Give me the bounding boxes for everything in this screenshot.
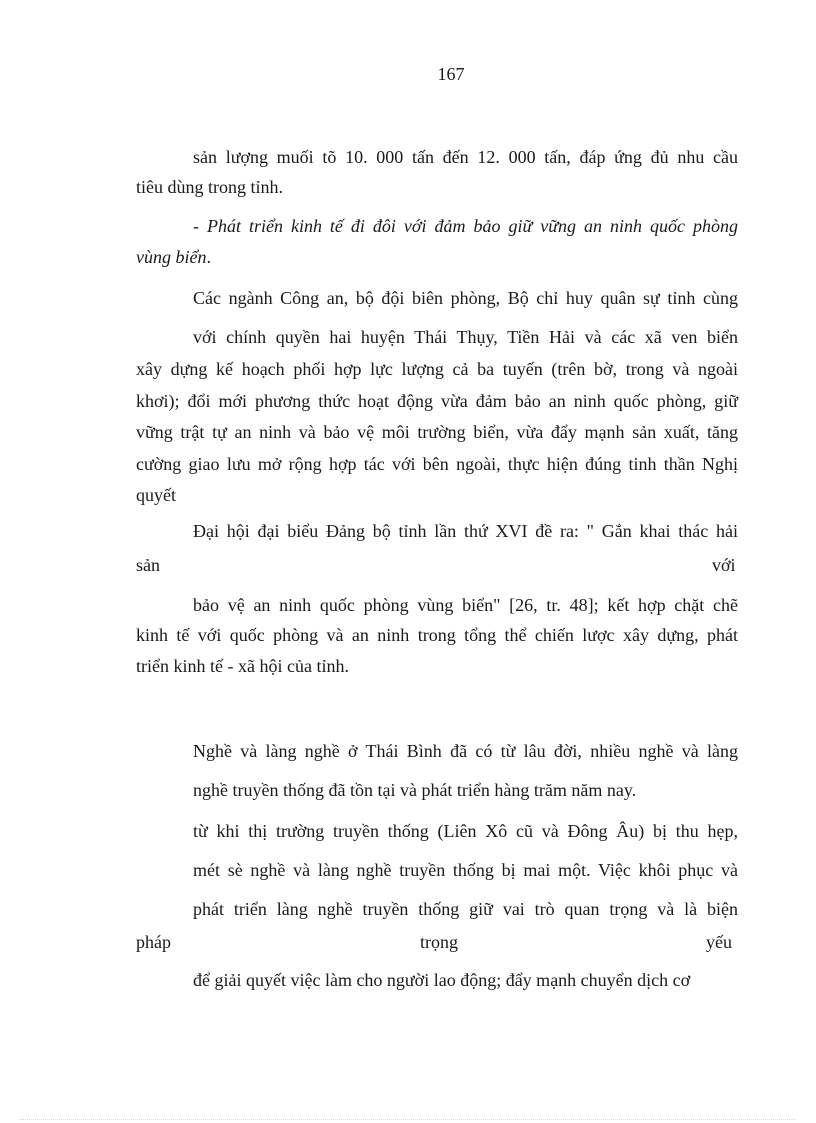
text-word: yếu bbox=[706, 932, 732, 952]
text-line: tiêu dùng trong tỉnh. bbox=[136, 177, 283, 197]
text-line: xây dựng kế hoạch phối hợp lực lượng cả ba tuyến (trên bờ, trong và ngoài bbox=[136, 359, 738, 379]
text-line-italic: - Phát triển kinh tế đi đôi với đảm bảo giữ vững an ninh quốc phòng bbox=[193, 216, 738, 236]
italic-text: vùng biển bbox=[136, 247, 207, 267]
text-line: phát triển làng nghề truyền thống giữ vai trò quan trọng và là biện bbox=[193, 899, 738, 919]
text-word: pháp bbox=[136, 932, 171, 952]
text-line: nghề truyền thống đã tồn tại và phát triển hàng trăm năm nay. bbox=[193, 780, 637, 800]
text-word: trọng bbox=[420, 932, 458, 952]
text-line: vững trật tự an ninh và bảo vệ môi trường biển, vừa đẩy mạnh sản xuất, tăng bbox=[136, 422, 738, 442]
page-number: 167 bbox=[437, 64, 465, 84]
text-line: để giải quyết việc làm cho người lao động; đẩy mạnh chuyển dịch cơ bbox=[193, 970, 691, 990]
text-word: với bbox=[712, 555, 736, 575]
text-line: mét sè nghề và làng nghề truyền thống bị mai một. Việc khôi phục và bbox=[193, 860, 738, 880]
text-line: từ khi thị trường truyền thống (Liên Xô cũ và Đông Âu) bị thu hẹp, bbox=[193, 821, 738, 841]
text-line: quyết bbox=[136, 485, 176, 505]
text-line: kinh tế với quốc phòng và an ninh trong tổng thể chiến lược xây dựng, phát bbox=[136, 625, 738, 645]
page-divider bbox=[20, 1119, 796, 1120]
text-line: khơi); đổi mới phương thức hoạt động vừa đảm bảo an ninh quốc phòng, giữ bbox=[136, 391, 738, 411]
text-line: Đại hội đại biểu Đảng bộ tỉnh lần thứ XVI đề ra: " Gắn khai thác hải bbox=[193, 521, 738, 541]
text-line: cường giao lưu mở rộng hợp tác với bên ngoài, thực hiện đúng tinh thần Nghị bbox=[136, 454, 738, 474]
text-line-italic bbox=[136, 246, 211, 268]
text-line: triển kinh tế - xã hội của tỉnh. bbox=[136, 656, 349, 676]
period: . bbox=[206, 247, 211, 267]
text-line: Các ngành Công an, bộ đội biên phòng, Bộ chỉ huy quân sự tỉnh cùng bbox=[193, 288, 738, 308]
text-word: sản bbox=[136, 555, 160, 575]
text-line: sản lượng muối tõ 10. 000 tấn đến 12. 000 tấn, đáp ứng đủ nhu cầu bbox=[193, 147, 738, 167]
text-line: bảo vệ an ninh quốc phòng vùng biển" [26, tr. 48]; kết hợp chặt chẽ bbox=[193, 595, 738, 615]
text-line: Nghề và làng nghề ở Thái Bình đã có từ lâu đời, nhiều nghề và làng bbox=[193, 741, 738, 761]
text-line: với chính quyền hai huyện Thái Thụy, Tiền Hải và các xã ven biển bbox=[193, 327, 738, 347]
